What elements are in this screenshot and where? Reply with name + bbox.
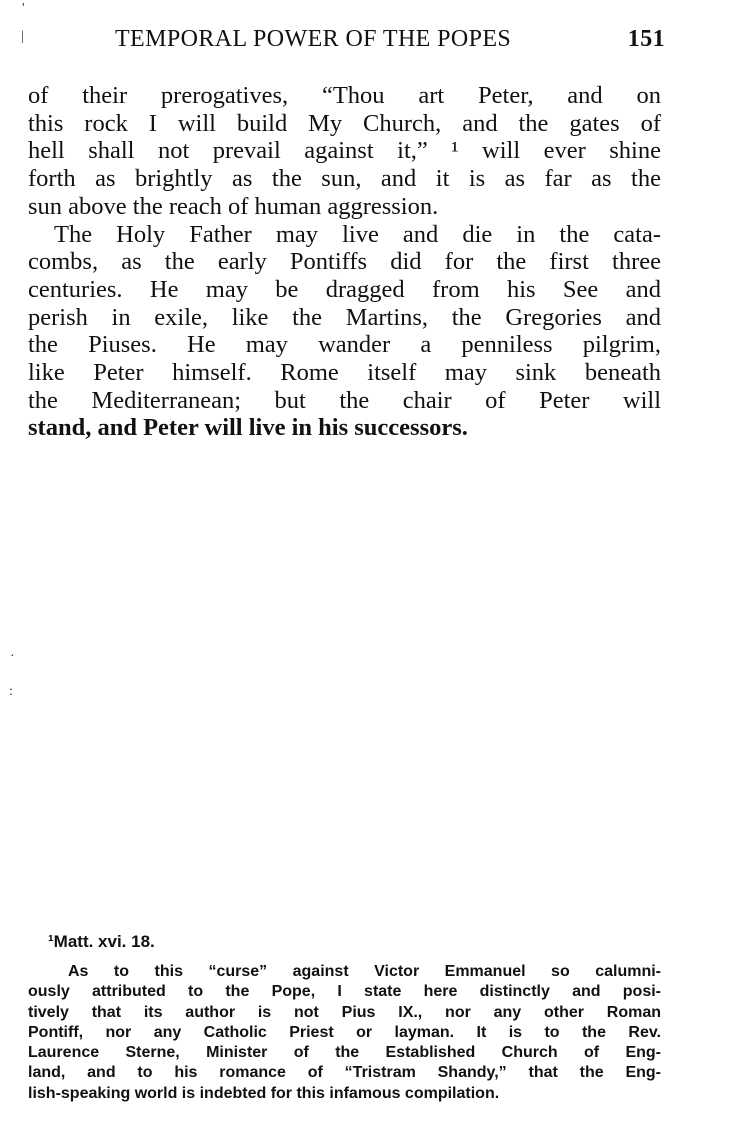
footnote-line: Pontiff, nor any Catholic Priest or layman. It is to the Rev.	[28, 1023, 661, 1041]
footnote-line: ously attributed to the Pope, I state here distinctly and posi-	[28, 983, 661, 1001]
text-line: of their prerogatives, “Thou art Peter, and on	[28, 82, 661, 109]
footnote-line: Laurence Sterne, Minister of the Established Church of Eng-	[28, 1044, 661, 1062]
body-text	[28, 82, 661, 442]
footnote-line: tively that its author is not Pius IX., nor any other Roman	[28, 1003, 661, 1021]
text-line: this rock I will build My Church, and the gates of	[28, 109, 661, 137]
text-line: forth as brightly as the sun, and it is as far as the	[28, 165, 661, 193]
text-line: centuries. He may be dragged from his See and	[28, 275, 661, 303]
text-line: like Peter himself. Rome itself may sink beneath	[28, 359, 661, 387]
text-line: The Holy Father may live and die in the cata-	[54, 220, 661, 248]
running-title: TEMPORAL POWER OF THE POPES	[115, 26, 512, 52]
text-line: combs, as the early Pontiffs did for the first three	[28, 248, 661, 276]
footnote-line: land, and to his romance of “Tristram Shandy,” that the Eng-	[28, 1064, 661, 1082]
footnote-note	[28, 962, 661, 1104]
margin-speck: :	[9, 684, 13, 699]
margin-speck: |	[21, 29, 24, 44]
footnotes	[28, 930, 661, 1102]
text-line: hell shall not prevail against it,” ¹ will ever shine	[28, 137, 661, 165]
page-number: 151	[627, 26, 665, 52]
text-line: the Mediterranean; but the chair of Peter will	[28, 386, 661, 414]
footnote-line: lish-speaking world is indebted for this infamous compilation.	[28, 1084, 500, 1102]
text-line: the Piuses. He may wander a penniless pilgrim,	[28, 331, 661, 359]
footnote-line: As to this “curse” against Victor Emmanuel so calumni-	[68, 963, 661, 980]
margin-speck: '	[22, 1, 25, 16]
text-line: perish in exile, like the Martins, the Gregories and	[28, 303, 661, 331]
footnote-reference: ¹Matt. xvi. 18.	[48, 932, 155, 951]
margin-speck: ·	[10, 649, 15, 664]
text-line: sun above the reach of human aggression.	[28, 192, 439, 220]
running-head	[115, 22, 665, 56]
text-line: stand, and Peter will live in his successors.	[28, 414, 468, 442]
